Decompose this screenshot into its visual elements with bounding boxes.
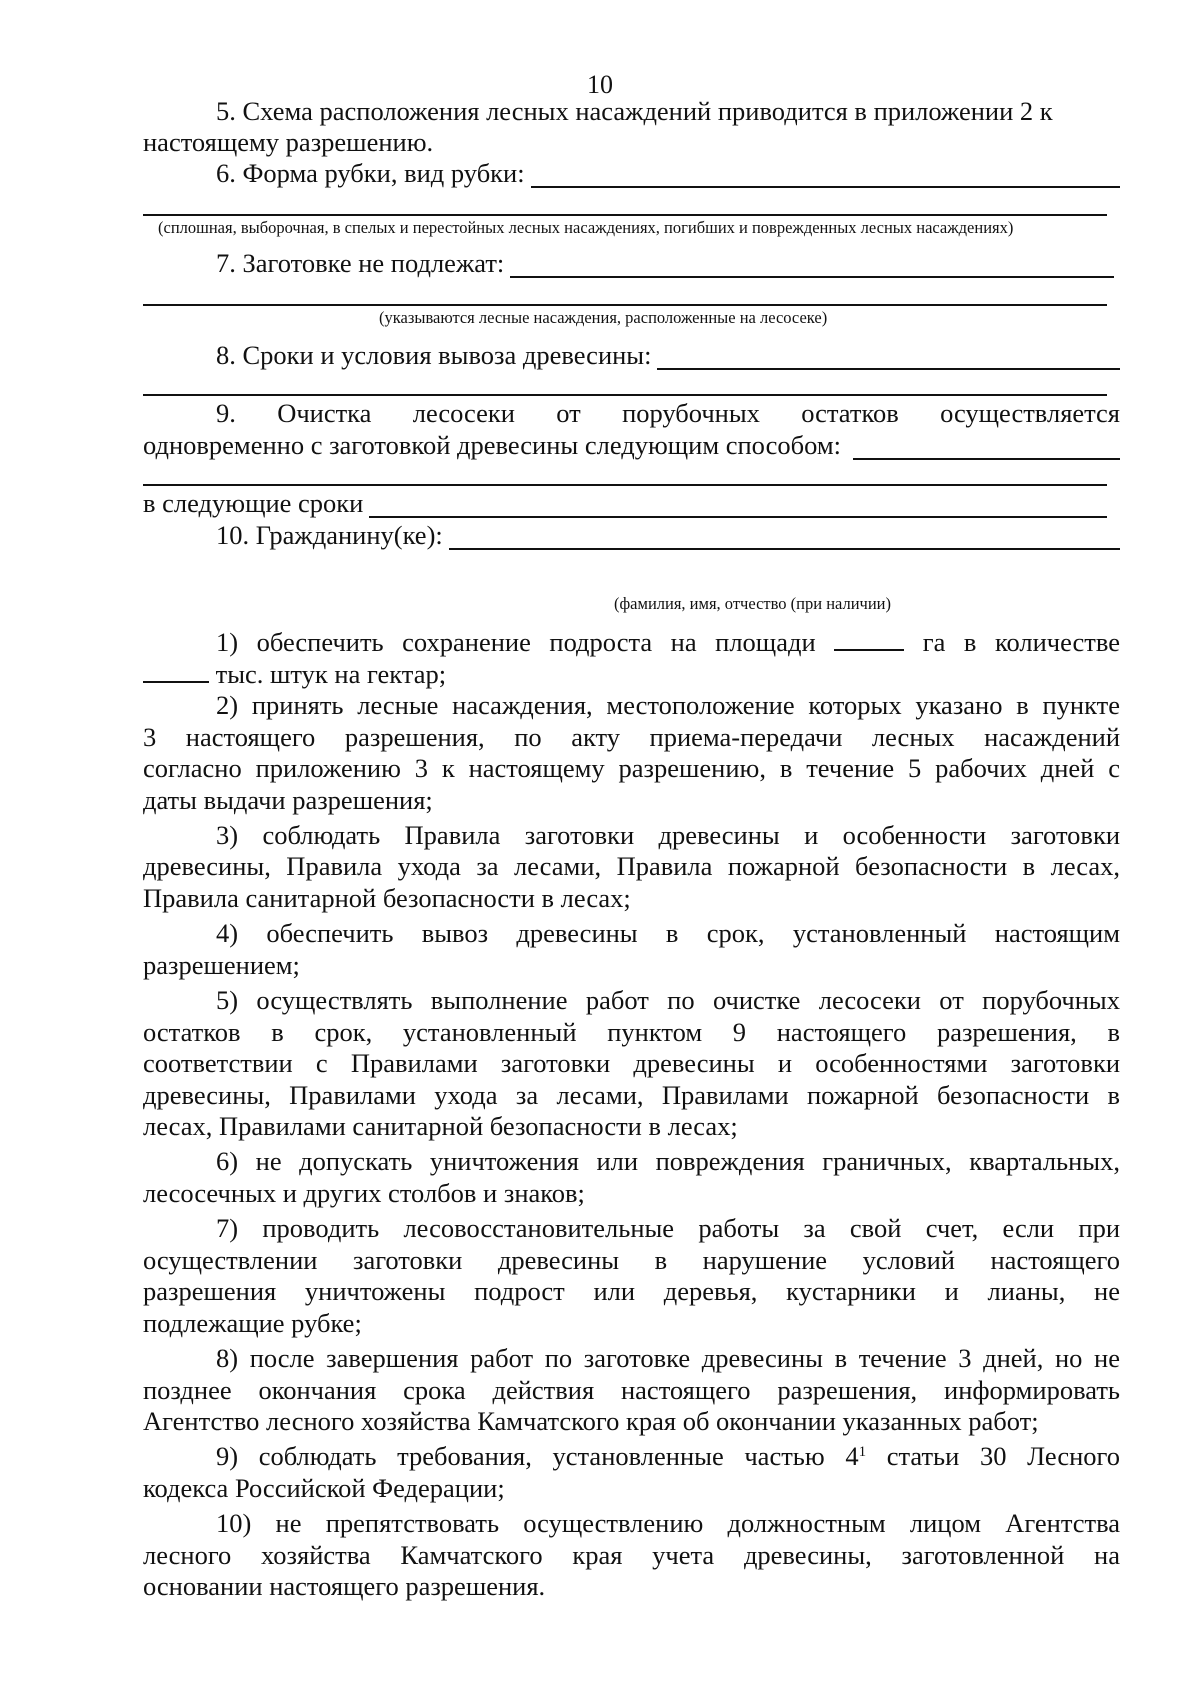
cleaning-method-field[interactable]	[853, 438, 1120, 460]
subitem-10-line-2: лесного хозяйства Камчатского края учета древесины, заготовленной на	[143, 1540, 1120, 1570]
not-harvested-field-continuation[interactable]	[143, 304, 1107, 306]
felling-form-field-continuation[interactable]	[143, 214, 1107, 216]
export-terms-field[interactable]	[657, 348, 1120, 370]
item-10-label: 10. Гражданину(ке):	[216, 520, 443, 550]
subitem-5-line-4: древесины, Правилами ухода за лесами, Правилами пожарной безопасности в	[143, 1080, 1120, 1110]
item-9-line-1: 9. Очистка лесосеки от порубочных остатков осуществляется	[216, 398, 1120, 428]
item-9-line-2-text: одновременно с заготовкой древесины следующим способом:	[143, 430, 841, 460]
subitem-4-line-1: 4) обеспечить вывоз древесины в срок, установленный настоящим	[216, 918, 1120, 948]
subitem-1-text-b: га в количестве	[922, 627, 1120, 657]
subitem-5-line-1: 5) осуществлять выполнение работ по очистке лесосеки от порубочных	[216, 985, 1120, 1015]
item-6-line	[143, 158, 1120, 188]
subitem-4-line-2: разрешением;	[143, 950, 300, 980]
not-harvested-field[interactable]	[510, 256, 1114, 278]
subitem-9-superscript: 1	[858, 1444, 867, 1460]
subitem-9-line-1	[143, 1441, 1120, 1471]
subitem-7-line-2: осуществлении заготовки древесины в нарушение условий настоящего	[143, 1245, 1120, 1275]
subitem-7-line-4: подлежащие рубке;	[143, 1308, 362, 1338]
subitem-10-line-3: основании настоящего разрешения.	[143, 1571, 546, 1601]
item-9-terms-line	[143, 488, 1107, 518]
subitem-3-line-1: 3) соблюдать Правила заготовки древесины и особенности заготовки	[216, 820, 1120, 850]
subitem-9-line-2: кодекса Российской Федерации;	[143, 1473, 505, 1503]
cleaning-method-field-continuation[interactable]	[143, 484, 1107, 486]
item-10-line	[143, 520, 1120, 550]
item-9-terms-label: в следующие сроки	[143, 488, 364, 518]
page-number: 10	[587, 70, 613, 99]
subitem-2-line-4: даты выдачи разрешения;	[143, 785, 433, 815]
subitem-9-text-a: 9) соблюдать требования, установленные частью 4	[216, 1441, 859, 1471]
subitem-5-line-2: остатков в срок, установленный пунктом 9 настоящего разрешения, в	[143, 1017, 1120, 1047]
cleaning-terms-field[interactable]	[369, 496, 1107, 518]
item-6-caption: (сплошная, выборочная, в спелых и перестойных лесных насаждениях, погибших и поврежденных лесных насаждениях)	[158, 218, 1014, 237]
subitem-8-line-3: Агентство лесного хозяйства Камчатского края об окончании указанных работ;	[143, 1406, 1039, 1436]
export-terms-field-continuation[interactable]	[143, 394, 1107, 396]
item-6-label: 6. Форма рубки, вид рубки:	[216, 158, 525, 188]
item-8-label: 8. Сроки и условия вывоза древесины:	[216, 340, 652, 370]
subitem-3-line-3: Правила санитарной безопасности в лесах;	[143, 883, 631, 913]
subitem-5-line-5: лесах, Правилами санитарной безопасности в лесах;	[143, 1111, 738, 1141]
subitem-6-line-2: лесосечных и других столбов и знаков;	[143, 1178, 585, 1208]
item-7-label: 7. Заготовке не подлежат:	[216, 248, 505, 278]
subitem-6-line-1: 6) не допускать уничтожения или повреждения граничных, квартальных,	[216, 1146, 1120, 1176]
item-5-line-2: настоящему разрешению.	[143, 127, 434, 157]
subitem-1-line-2	[143, 659, 1120, 689]
subitem-2-line-2: 3 настоящего разрешения, по акту приема-передачи лесных насаждений	[143, 722, 1120, 752]
subitem-5-line-3: соответствии с Правилами заготовки древесины и особенностями заготовки	[143, 1048, 1120, 1078]
item-5-line-1: 5. Схема расположения лесных насаждений приводится в приложении 2 к	[216, 96, 1053, 126]
subitem-1-line-1	[143, 627, 1120, 657]
subitem-8-line-2: позднее окончания срока действия настоящего разрешения, информировать	[143, 1375, 1120, 1405]
undergrowth-area-field[interactable]	[834, 629, 904, 651]
item-7-caption: (указываются лесные насаждения, расположенные на лесосеке)	[379, 308, 828, 327]
item-7-line	[143, 248, 1120, 278]
subitem-3-line-2: древесины, Правила ухода за лесами, Правила пожарной безопасности в лесах,	[143, 851, 1120, 881]
subitem-10-line-1: 10) не препятствовать осуществлению должностным лицом Агентства	[216, 1508, 1120, 1538]
felling-form-field[interactable]	[531, 166, 1120, 188]
subitem-8-line-1: 8) после завершения работ по заготовке древесины в течение 3 дней, но не	[216, 1343, 1120, 1373]
undergrowth-quantity-field[interactable]	[143, 661, 209, 683]
subitem-2-line-1: 2) принять лесные насаждения, местоположение которых указано в пункте	[216, 690, 1120, 720]
subitem-1-text-c: тыс. штук на гектар;	[215, 659, 447, 689]
citizen-name-field[interactable]	[449, 528, 1120, 550]
item-10-caption: (фамилия, имя, отчество (при наличии)	[614, 594, 892, 613]
subitem-9-text-b: статьи 30 Лесного	[866, 1441, 1120, 1471]
subitem-7-line-3: разрешения уничтожены подрост или деревья, кустарники и лианы, не	[143, 1276, 1120, 1306]
subitem-2-line-3: согласно приложению 3 к настоящему разрешению, в течение 5 рабочих дней с	[143, 753, 1120, 783]
subitem-7-line-1: 7) проводить лесовосстановительные работы за свой счет, если при	[216, 1213, 1120, 1243]
item-8-line	[143, 340, 1120, 370]
subitem-1-text-a: 1) обеспечить сохранение подроста на площади	[216, 627, 816, 657]
item-9-line-2	[143, 430, 1120, 460]
